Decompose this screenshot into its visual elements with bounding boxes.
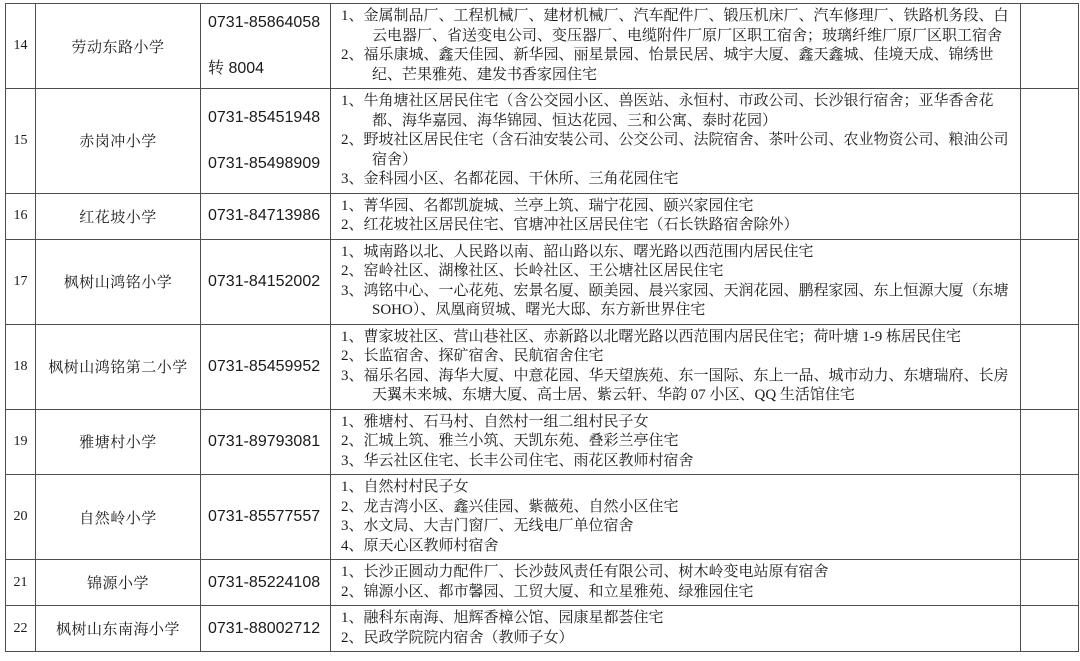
table-row xyxy=(6,4,1079,89)
district-item: 3、华云社区住宅、长丰公司住宅、雨花区教师村宿舍 xyxy=(341,452,694,469)
phone-number: 0731-84152002 xyxy=(208,272,321,290)
table-row xyxy=(6,324,1079,409)
phone-number: 0731-88002712 xyxy=(208,619,321,637)
empty-cell xyxy=(1021,324,1079,409)
school-name: 枫树山东南海小学 xyxy=(36,606,201,652)
district-item: 1、雅塘村、石马村、自然村一组二组村民子女 xyxy=(341,413,649,430)
district-item: 2、民政学院院内宿舍（教师子女） xyxy=(341,629,574,646)
district-item: 1、融科东南海、旭辉香樟公馆、园康星都荟住宅 xyxy=(341,610,664,626)
district-item: 1、长沙正圆动力配件厂、长沙鼓风责任有限公司、树木岭变电站原有宿舍 xyxy=(341,564,829,580)
table-row xyxy=(6,89,1079,194)
school-name: 红花坡小学 xyxy=(36,193,201,239)
district-item: 3、金科园小区、名都花园、干休所、三角花园住宅 xyxy=(341,171,679,187)
phone-number: 转 8004 xyxy=(208,60,265,77)
district-item: 2、福乐康城、鑫天佳园、新华园、丽星景园、怡景民居、城宇大厦、鑫天鑫城、佳境天成、锦绣世纪、芒果雅苑、建发书香家园住宅 xyxy=(341,47,994,83)
school-district-table xyxy=(5,3,1079,652)
table-row xyxy=(6,475,1079,560)
empty-cell xyxy=(1021,606,1079,652)
school-districts-cell xyxy=(331,475,1021,560)
empty-cell xyxy=(1021,239,1079,324)
row-number: 17 xyxy=(6,239,36,324)
district-item: 2、野坡社区居民住宅（含石油安装公司、公交公司、法院宿舍、茶叶公司、农业物资公司、粮油公司宿舍） xyxy=(341,132,1009,168)
row-number: 16 xyxy=(6,193,36,239)
school-phone-cell xyxy=(201,324,331,409)
district-item: 3、鸿铭中心、一心花苑、宏景名厦、颐美园、晨兴家园、天润花园、鹏程家园、东上恒源大厦（东塘SOHO）、凤凰商贸城、曙光大邸、东方新世界住宅 xyxy=(341,282,1009,318)
school-districts-cell xyxy=(331,193,1021,239)
district-item: 1、曹家坡社区、营山巷社区、赤新路以北曙光路以西范围内居民住宅；荷叶塘 1-9 栋居民住宅 xyxy=(341,328,961,345)
phone-number: 0731-85498909 xyxy=(208,154,321,172)
phone-number: 0731-85451948 xyxy=(208,108,321,126)
district-item: 3、福乐名园、海华大厦、中意花园、华天望族苑、东一国际、东上一品、城市动力、东塘瑞府、长房天翼未来城、东塘大厦、高士居、紫云轩、华韵 07 小区、QQ 生活馆住宅 xyxy=(341,367,1009,403)
district-item: 2、长监宿舍、探矿宿舍、民航宿舍住宅 xyxy=(341,348,604,364)
row-number: 19 xyxy=(6,409,36,475)
row-number: 20 xyxy=(6,475,36,560)
phone-number: 0731-85864058 xyxy=(208,14,321,31)
district-item: 4、原天心区教师村宿舍 xyxy=(341,537,499,554)
empty-cell xyxy=(1021,475,1079,560)
row-number: 14 xyxy=(6,4,36,89)
school-name: 枫树山鸿铭第二小学 xyxy=(36,324,201,409)
district-item: 2、锦源小区、都市馨园、工贸大厦、和立星雅苑、绿雅园住宅 xyxy=(341,583,754,600)
school-phone-cell xyxy=(201,193,331,239)
empty-cell xyxy=(1021,89,1079,194)
school-phone-cell xyxy=(201,560,331,606)
school-phone-cell xyxy=(201,239,331,324)
district-item: 2、窑岭社区、湖橡社区、长岭社区、王公塘社区居民住宅 xyxy=(341,263,724,279)
table-row xyxy=(6,606,1079,652)
empty-cell xyxy=(1021,409,1079,475)
district-item: 3、水文局、大吉门窗厂、无线电厂单位宿舍 xyxy=(341,518,634,534)
district-item: 1、自然村村民子女 xyxy=(341,479,469,495)
district-item: 1、金属制品厂、工程机械厂、建材机械厂、汽车配件厂、锻压机床厂、汽车修理厂、铁路机务段、白云电器厂、省送变电公司、变压器厂、电缆附件厂原厂区职工宿舍；玻璃纤维厂原厂区职工宿舍 xyxy=(341,8,1009,44)
row-number: 22 xyxy=(6,606,36,652)
school-districts-cell xyxy=(331,560,1021,606)
phone-number: 0731-84713986 xyxy=(208,207,321,224)
district-item: 1、城南路以北、人民路以南、韶山路以东、曙光路以西范围内居民住宅 xyxy=(341,243,814,260)
row-number: 21 xyxy=(6,560,36,606)
school-districts-cell xyxy=(331,606,1021,652)
table-row xyxy=(6,560,1079,606)
school-districts-cell xyxy=(331,239,1021,324)
table-row xyxy=(6,409,1079,475)
district-item: 1、菁华园、名都凯旋城、兰亭上筑、瑞宁花园、颐兴家园住宅 xyxy=(341,197,754,214)
school-name: 劳动东路小学 xyxy=(36,4,201,89)
table-row xyxy=(6,193,1079,239)
phone-number: 0731-85459952 xyxy=(208,357,321,375)
school-phone-cell xyxy=(201,409,331,475)
school-name: 自然岭小学 xyxy=(36,475,201,560)
school-districts-cell xyxy=(331,409,1021,475)
school-districts-cell xyxy=(331,4,1021,89)
school-phone-cell xyxy=(201,89,331,194)
district-item: 2、龙吉湾小区、鑫兴佳园、紫薇苑、自然小区住宅 xyxy=(341,498,679,515)
district-item: 1、牛角塘社区居民住宅（含公交园小区、兽医站、永恒村、市政公司、长沙银行宿舍；亚华香舍花都、海华嘉园、海华锦园、恒达花园、三和公寓、泰时花园） xyxy=(341,93,994,129)
school-districts-cell xyxy=(331,324,1021,409)
phone-number: 0731-85577557 xyxy=(208,508,321,525)
school-districts-cell xyxy=(331,89,1021,194)
school-name: 枫树山鸿铭小学 xyxy=(36,239,201,324)
school-table-body xyxy=(6,4,1079,652)
school-name: 赤岗冲小学 xyxy=(36,89,201,194)
school-phone-cell xyxy=(201,475,331,560)
district-item: 2、汇城上筑、雅兰小筑、天凯东苑、叠彩兰亭住宅 xyxy=(341,433,679,449)
school-name: 锦源小学 xyxy=(36,560,201,606)
row-number: 18 xyxy=(6,324,36,409)
school-phone-cell xyxy=(201,606,331,652)
phone-number: 0731-89793081 xyxy=(208,432,321,450)
table-row xyxy=(6,239,1079,324)
empty-cell xyxy=(1021,4,1079,89)
school-name: 雅塘村小学 xyxy=(36,409,201,475)
phone-number: 0731-85224108 xyxy=(208,573,321,591)
district-item: 2、红花坡社区居民住宅、官塘冲社区居民住宅（石长铁路宿舍除外） xyxy=(341,217,799,233)
row-number: 15 xyxy=(6,89,36,194)
empty-cell xyxy=(1021,560,1079,606)
empty-cell xyxy=(1021,193,1079,239)
school-phone-cell xyxy=(201,4,331,89)
